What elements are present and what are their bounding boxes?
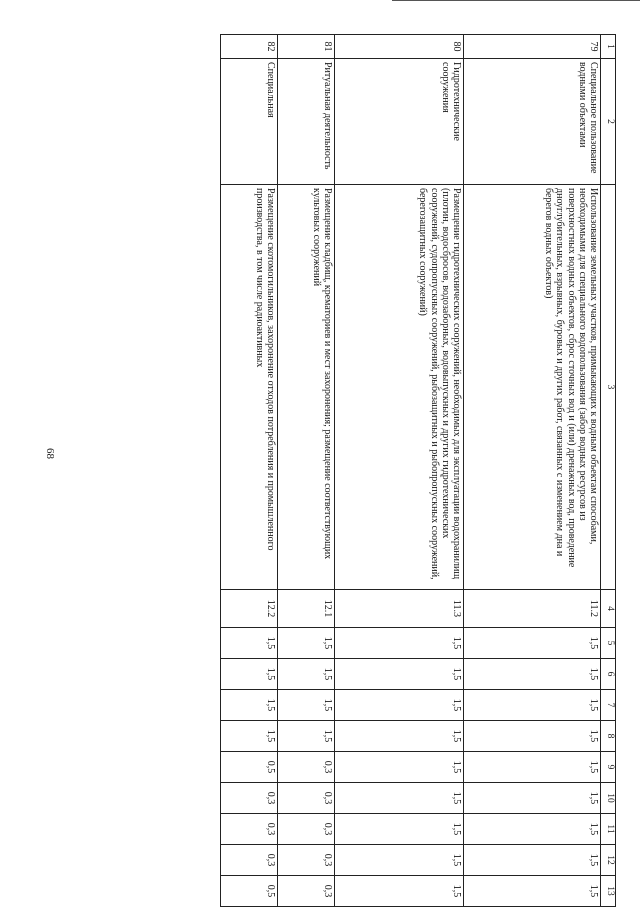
use-type-code: 12.2: [221, 590, 278, 628]
header-cell: 1: [601, 35, 616, 59]
value-cell: 1,5: [335, 690, 464, 721]
use-type-name: Ритуальная деятельность: [278, 59, 335, 185]
header-cell: 13: [601, 876, 616, 907]
value-cell: 1,5: [278, 721, 335, 752]
value-cell: 1,5: [464, 876, 601, 907]
value-cell: 1,5: [464, 628, 601, 659]
value-cell: 0,3: [221, 814, 278, 845]
table-row: [335, 35, 464, 907]
value-cell: 0,3: [278, 845, 335, 876]
value-cell: 0,3: [278, 783, 335, 814]
use-type-name: Специальное пользование водными объектами: [464, 59, 601, 185]
header-cell: 3: [601, 185, 616, 590]
value-cell: 1,5: [335, 845, 464, 876]
value-cell: 1,5: [221, 628, 278, 659]
value-cell: 1,5: [278, 690, 335, 721]
rotated-table-container: [74, 34, 616, 898]
value-cell: 1,5: [221, 659, 278, 690]
top-rule: [392, 0, 640, 1]
header-cell: 10: [601, 783, 616, 814]
value-cell: 0,3: [278, 814, 335, 845]
value-cell: 1,5: [221, 721, 278, 752]
value-cell: 1,5: [464, 814, 601, 845]
header-cell: 6: [601, 659, 616, 690]
value-cell: 0,3: [221, 845, 278, 876]
header-cell: 12: [601, 845, 616, 876]
table-row: [464, 35, 601, 907]
value-cell: 1,5: [464, 783, 601, 814]
value-cell: 1,5: [335, 876, 464, 907]
use-type-description: Размещение гидротехнических сооружений, необходимых для эксплуатации водохранилищ (плотин, водосбросов, водозаборных, водовыпускных и других гидротехнических сооружений, судопропускных сооружений, рыбозащитных и рыбопропускных сооружений, берегозащитных сооружений): [335, 185, 464, 590]
header-cell: 8: [601, 721, 616, 752]
use-type-description: Размещение кладбищ, крематориев и мест захоронения; размещение соответствующих культовых сооружений: [278, 185, 335, 590]
page-number: 68: [44, 448, 56, 459]
value-cell: 0,3: [221, 783, 278, 814]
table-row: [221, 35, 278, 907]
header-cell: 5: [601, 628, 616, 659]
use-type-code: 11.3: [335, 590, 464, 628]
header-cell: 9: [601, 752, 616, 783]
value-cell: 1,5: [221, 690, 278, 721]
header-cell: 2: [601, 59, 616, 185]
value-cell: 1,5: [464, 690, 601, 721]
value-cell: 0,5: [221, 752, 278, 783]
value-cell: 1,5: [464, 752, 601, 783]
zone-parameters-table: [220, 34, 616, 907]
row-number: 80: [335, 35, 464, 59]
value-cell: 1,5: [335, 783, 464, 814]
value-cell: 0,3: [278, 752, 335, 783]
header-cell: 11: [601, 814, 616, 845]
header-cell: 4: [601, 590, 616, 628]
row-number: 79: [464, 35, 601, 59]
table-row: [278, 35, 335, 907]
value-cell: 1,5: [278, 659, 335, 690]
value-cell: 1,5: [335, 628, 464, 659]
row-number: 81: [278, 35, 335, 59]
header-row: [601, 35, 616, 907]
value-cell: 0,3: [278, 876, 335, 907]
value-cell: 1,5: [335, 659, 464, 690]
use-type-description: Использование земельных участков, примыкающих к водным объектам способами, необходимыми для специального водопользования (забор водных ресурсов из поверхностных водных объектов, сброс сточных вод и (или) дренажных вод, проведение дноуглубительных, взрывных, буровых и других работ, связанных с изменением дна и берегов водных объектов): [464, 185, 601, 590]
use-type-description: Размещение скотомогильников, захоронение отходов потребления и промышленного производства, в том числе радиоактивных: [221, 185, 278, 590]
value-cell: 0,5: [221, 876, 278, 907]
value-cell: 1,5: [278, 628, 335, 659]
value-cell: 1,5: [335, 814, 464, 845]
value-cell: 1,5: [464, 659, 601, 690]
value-cell: 1,5: [335, 752, 464, 783]
row-number: 82: [221, 35, 278, 59]
use-type-name: Гидротехнические сооружения: [335, 59, 464, 185]
value-cell: 1,5: [335, 721, 464, 752]
value-cell: 1,5: [464, 721, 601, 752]
use-type-name: Специальная: [221, 59, 278, 185]
use-type-code: 12.1: [278, 590, 335, 628]
value-cell: 1,5: [464, 845, 601, 876]
use-type-code: 11.2: [464, 590, 601, 628]
header-cell: 7: [601, 690, 616, 721]
